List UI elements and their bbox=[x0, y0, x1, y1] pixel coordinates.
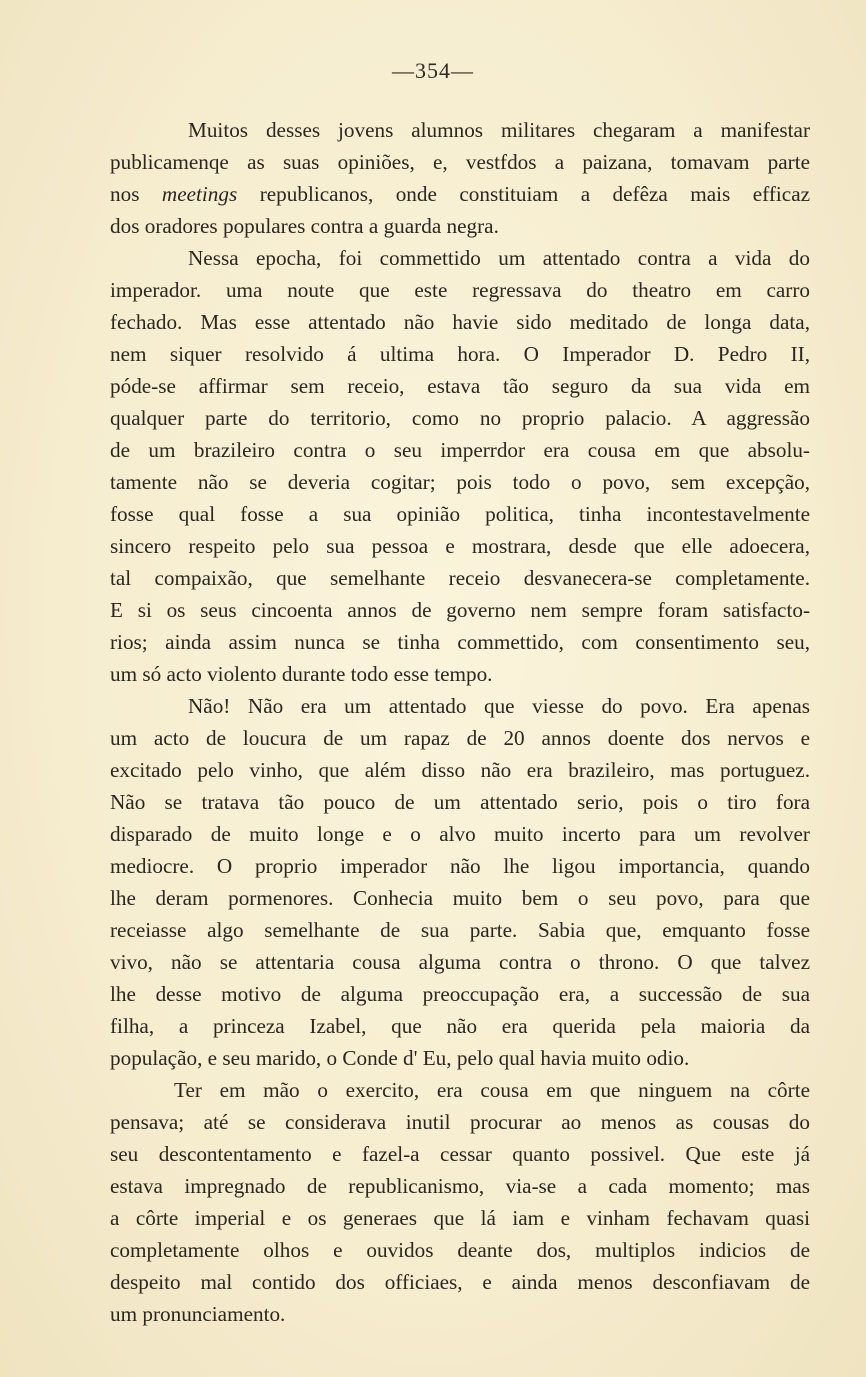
text-line: um pronunciamento. bbox=[110, 1302, 286, 1326]
text-line: um só acto violento durante todo esse tempo. bbox=[110, 662, 493, 686]
text-line: Muitos desses jovens alumnos militares chegaram a manifestar bbox=[188, 118, 810, 142]
text-line: disparado de muito longe e o alvo muito incerto para um revolver bbox=[110, 822, 810, 846]
text-line: tal compaixão, que semelhante receio desvanecera-se completamente. bbox=[110, 566, 810, 590]
text-line: Não! Não era um attentado que viesse do povo. Era apenas bbox=[188, 694, 810, 718]
text-fragment: nos bbox=[110, 182, 162, 206]
text-line: Não se tratava tão pouco de um attentado serio, pois o tiro fora bbox=[110, 790, 810, 814]
text-line: qualquer parte do territorio, como no proprio palacio. A aggressão bbox=[110, 406, 810, 430]
text-line: seu descontentamento e fazel-a cessar quanto possivel. Que este já bbox=[110, 1142, 810, 1166]
italic-word: meetings bbox=[161, 182, 238, 206]
text-line: dos oradores populares contra a guarda negra. bbox=[110, 214, 499, 238]
text-line: imperador. uma noute que este regressava do theatro em carro bbox=[110, 278, 810, 302]
text-line: fosse qual fosse a sua opinião politica, tinha incontestavelmente bbox=[110, 502, 810, 526]
text-line: estava impregnado de republicanismo, via-se a cada momento; mas bbox=[110, 1174, 810, 1198]
text-line: publicamenqe as suas opiniões, e, vestfdos a paizana, tomavam parte bbox=[110, 150, 810, 174]
text-line: a côrte imperial e os generaes que lá iam e vinham fechavam quasi bbox=[110, 1206, 810, 1230]
text-line: filha, a princeza Izabel, que não era querida pela maioria da bbox=[110, 1014, 810, 1038]
text-line: mediocre. O proprio imperador não lhe ligou importancia, quando bbox=[110, 854, 810, 878]
text-line: de um brazileiro contra o seu imperrdor era cousa em que absolu- bbox=[110, 438, 810, 462]
text-line: Nessa epocha, foi commettido um attentado contra a vida do bbox=[188, 246, 810, 270]
text-fragment: republicanos, onde constituiam a defêza mais efficaz bbox=[237, 182, 811, 206]
text-line: despeito mal contido dos officiaes, e ainda menos desconfiavam de bbox=[110, 1270, 810, 1294]
text-line: rios; ainda assim nunca se tinha commettido, com consentimento seu, bbox=[110, 630, 810, 654]
text-line: sincero respeito pelo sua pessoa e mostrara, desde que elle adoecera, bbox=[110, 534, 810, 558]
text-line: fechado. Mas esse attentado não havie sido meditado de longa data, bbox=[110, 310, 810, 334]
page-number: —354— bbox=[392, 58, 474, 83]
text-line: nem siquer resolvido á ultima hora. O Imperador D. Pedro II, bbox=[110, 342, 810, 366]
text-line: população, e seu marido, o Conde d' Eu, pelo qual havia muito odio. bbox=[110, 1046, 690, 1070]
text-line: tamente não se deveria cogitar; pois todo o povo, sem excepção, bbox=[110, 470, 810, 494]
text-line: E si os seus cincoenta annos de governo nem sempre foram satisfacto- bbox=[110, 598, 810, 622]
text-line: um acto de loucura de um rapaz de 20 annos doente dos nervos e bbox=[110, 726, 810, 750]
text-line: pensava; até se considerava inutil procurar ao menos as cousas do bbox=[110, 1110, 810, 1134]
text-line: receiasse algo semelhante de sua parte. Sabia que, emquanto fosse bbox=[110, 918, 810, 942]
text-line: vivo, não se attentaria cousa alguma contra o throno. O que talvez bbox=[110, 950, 810, 974]
text-line: lhe desse motivo de alguma preoccupação era, a successão de sua bbox=[110, 982, 810, 1006]
text-line: completamente olhos e ouvidos deante dos, multiplos indicios de bbox=[110, 1238, 810, 1262]
text-line bbox=[110, 178, 810, 210]
text-line: lhe deram pormenores. Conhecia muito bem o seu povo, para que bbox=[110, 886, 810, 910]
text-line: póde-se affirmar sem receio, estava tão seguro da sua vida em bbox=[110, 374, 810, 398]
text-line: excitado pelo vinho, que além disso não era brazileiro, mas portuguez. bbox=[110, 758, 810, 782]
body-text bbox=[110, 114, 810, 1330]
text-line: Ter em mão o exercito, era cousa em que ninguem na côrte bbox=[174, 1078, 810, 1102]
